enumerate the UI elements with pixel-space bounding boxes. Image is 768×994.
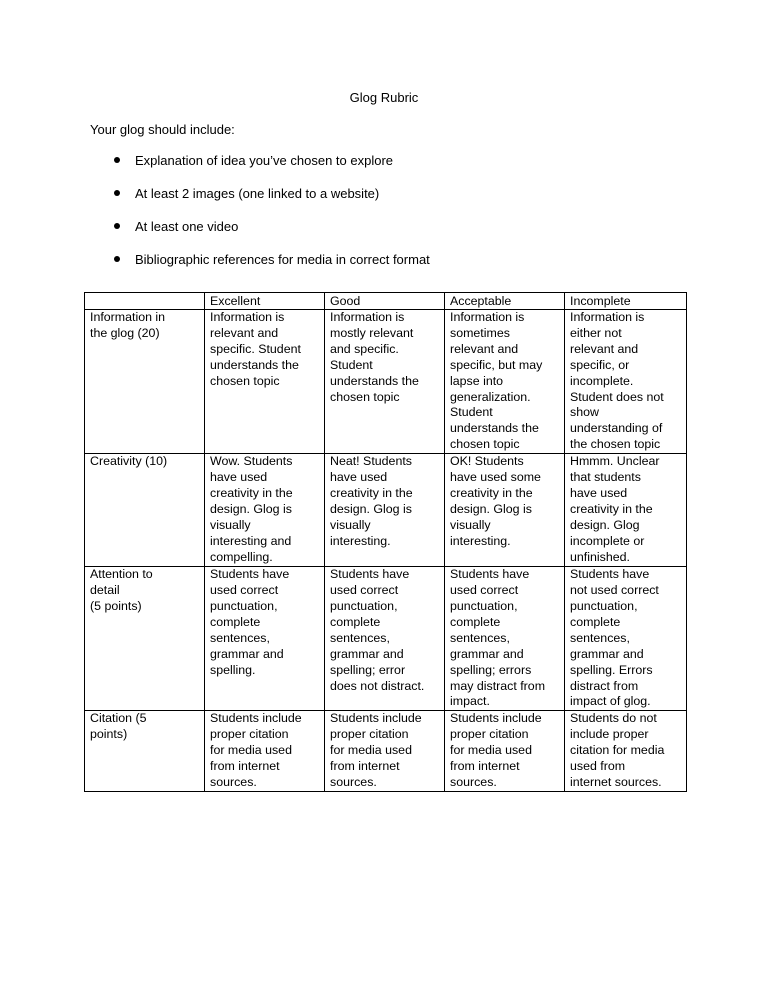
criterion-cell: Creativity (10) — [85, 454, 205, 567]
intro-text: Your glog should include: — [90, 122, 235, 137]
acceptable-cell: OK! Students have used some creativity in the design. Glog is visually interesting. — [445, 454, 565, 567]
excellent-cell: Students have used correct punctuation, complete sentences, grammar and spelling. — [205, 567, 325, 711]
excellent-cell: Information is relevant and specific. Student understands the chosen topic — [205, 310, 325, 454]
header-cell-acceptable: Acceptable — [445, 293, 565, 310]
header-cell-blank — [85, 293, 205, 310]
acceptable-cell: Students have used correct punctuation, complete sentences, grammar and spelling; errors may distract from impact. — [445, 567, 565, 711]
criterion-cell: Attention to detail (5 points) — [85, 567, 205, 711]
criterion-cell: Citation (5 points) — [85, 711, 205, 792]
criterion-cell: Information in the glog (20) — [85, 310, 205, 454]
excellent-cell: Students include proper citation for media used from internet sources. — [205, 711, 325, 792]
list-item-text: Explanation of idea you’ve chosen to explore — [135, 153, 394, 168]
incomplete-cell: Students do not include proper citation for media used from internet sources. — [565, 711, 687, 792]
table-row — [85, 711, 687, 792]
page-title: Glog Rubric — [349, 90, 419, 105]
list-item — [112, 153, 430, 186]
list-item-text: Bibliographic references for media in correct format — [135, 252, 430, 267]
excellent-cell: Wow. Students have used creativity in the design. Glog is visually interesting and compelling. — [205, 454, 325, 567]
acceptable-cell: Students include proper citation for media used from internet sources. — [445, 711, 565, 792]
list-item-text: At least 2 images (one linked to a website) — [135, 186, 380, 201]
bullet-icon — [114, 157, 120, 163]
list-item-text: At least one video — [135, 219, 239, 234]
table-row — [85, 310, 687, 454]
table-row — [85, 567, 687, 711]
incomplete-cell: Hmmm. Unclear that students have used creativity in the design. Glog incomplete or unfinished. — [565, 454, 687, 567]
acceptable-cell: Information is sometimes relevant and specific, but may lapse into generalization. Student understands the chosen topic — [445, 310, 565, 454]
list-item — [112, 219, 430, 252]
good-cell: Neat! Students have used creativity in the design. Glog is visually interesting. — [325, 454, 445, 567]
good-cell: Students have used correct punctuation, complete sentences, grammar and spelling; error does not distract. — [325, 567, 445, 711]
requirements-list — [112, 153, 430, 285]
rubric-table — [84, 292, 687, 792]
incomplete-cell: Students have not used correct punctuation, complete sentences, grammar and spelling. Errors distract from impact of glog. — [565, 567, 687, 711]
list-item — [112, 252, 430, 285]
incomplete-cell: Information is either not relevant and specific, or incomplete. Student does not show understanding of the chosen topic — [565, 310, 687, 454]
header-cell-incomplete: Incomplete — [565, 293, 687, 310]
good-cell: Information is mostly relevant and specific. Student understands the chosen topic — [325, 310, 445, 454]
bullet-icon — [114, 223, 120, 229]
header-cell-excellent: Excellent — [205, 293, 325, 310]
table-header-row — [85, 293, 687, 310]
bullet-icon — [114, 256, 120, 262]
header-cell-good: Good — [325, 293, 445, 310]
bullet-icon — [114, 190, 120, 196]
good-cell: Students include proper citation for media used from internet sources. — [325, 711, 445, 792]
list-item — [112, 186, 430, 219]
table-row — [85, 454, 687, 567]
